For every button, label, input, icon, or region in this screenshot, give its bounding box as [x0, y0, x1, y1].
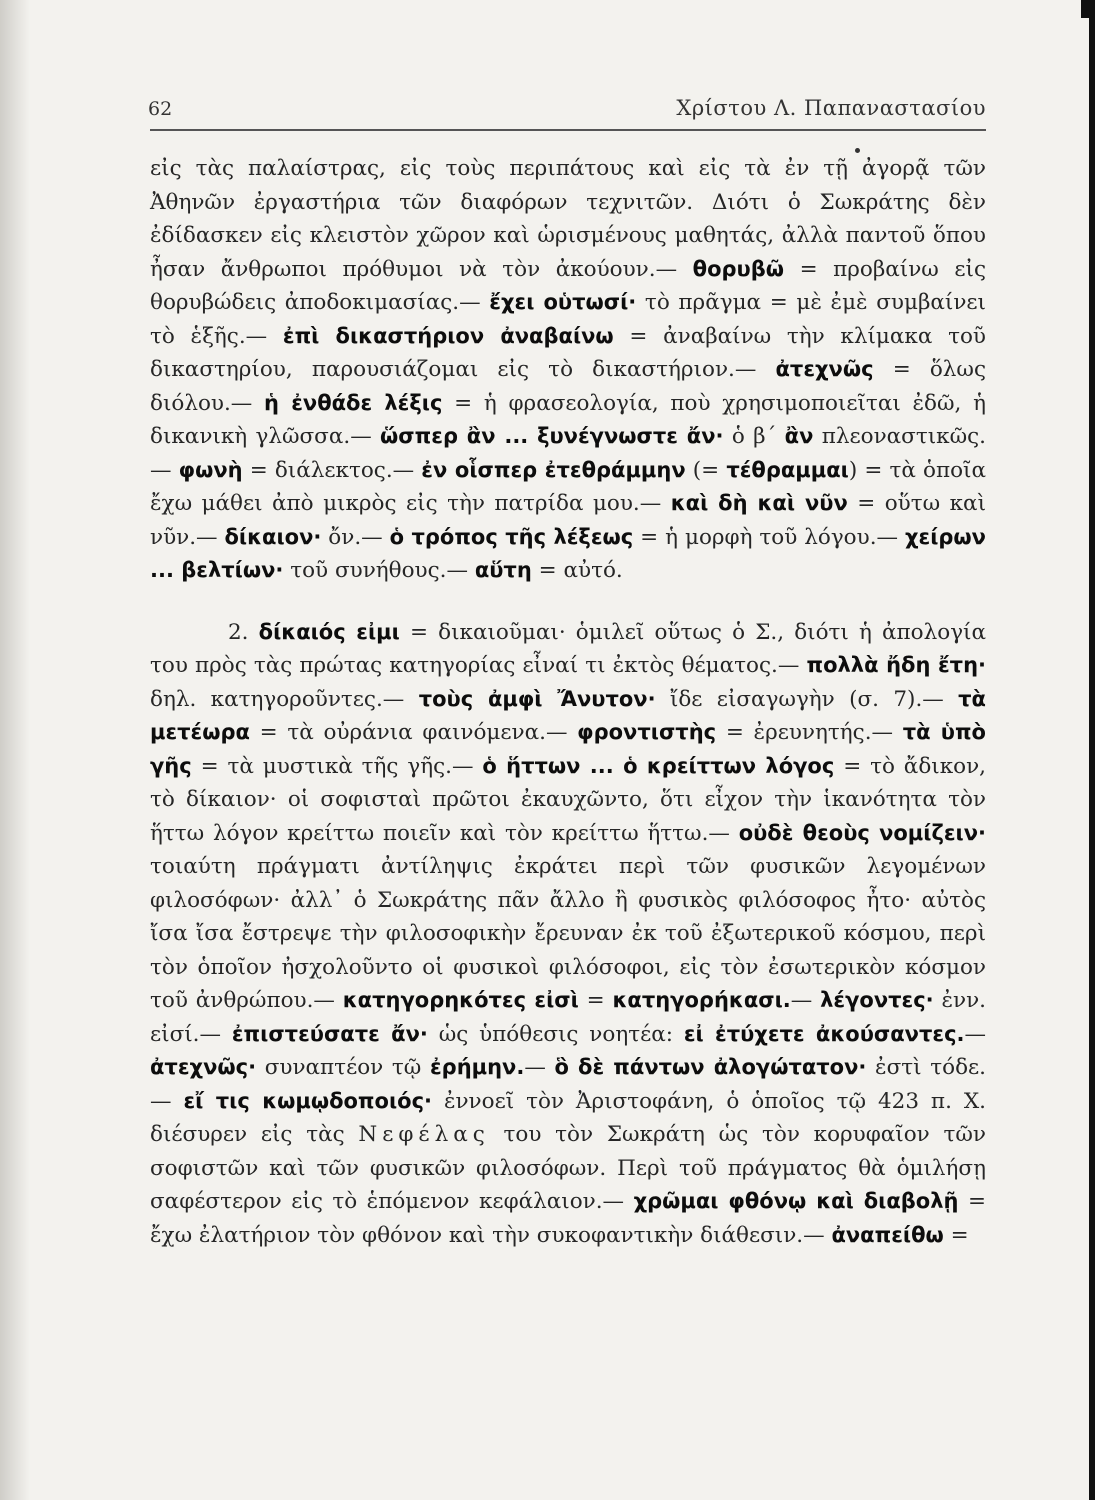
lemma-term: ὁ ἥττων ... ὁ κρείττων λόγος: [482, 753, 835, 778]
page-scan-left-shadow: [0, 0, 30, 1500]
lemma-term: κατηγορήκασι.: [612, 988, 791, 1012]
gloss-text: 2.: [228, 619, 259, 645]
gloss-text: —: [964, 1021, 986, 1047]
lemma-term: εἰ ἐτύχετε ἀκούσαντες.: [683, 1021, 965, 1046]
lemma-term: δίκαιον·: [224, 524, 322, 549]
gloss-text: = τὰ μυστικὰ τῆς γῆς.—: [191, 753, 483, 779]
lemma-term: ἐρήμην.: [429, 1055, 525, 1079]
gloss-text: = ἐρευνητής.—: [716, 720, 903, 745]
lemma-term: ἀτεχνῶς·: [150, 1055, 257, 1079]
page-header: [148, 96, 986, 128]
gloss-text: = τὸ ἄδικον, τὸ δίκαιον· οἱ σοφισταὶ πρῶτοι ἐκαυχῶντο, ὅτι εἶχον τὴν ἱκανότητα τὸν ἥττω λόγον κρείττω ποιεῖν καὶ τὸν κρείττω ἥττω.—: [150, 753, 986, 846]
lemma-term: τὰ ὑπὸ γῆς: [150, 720, 986, 778]
lemma-term: τέθραμμαι: [726, 457, 849, 482]
lemma-term: φροντιστὴς: [577, 720, 717, 744]
gloss-text: —: [524, 1055, 555, 1080]
gloss-text: τοῦ συνήθους.—: [283, 558, 475, 583]
gloss-text: = ἀναβαίνω τὴν κλίμακα τοῦ δικαστηρίου, παρουσιάζομαι εἰς τὸ δικαστήριον.—: [150, 323, 986, 382]
lemma-term: οὐδὲ θεοὺς νομίζειν·: [738, 820, 987, 845]
gloss-text: ἴδε εἰσαγωγὴν (σ. 7).—: [655, 686, 959, 712]
gloss-text: = αὐτό.: [531, 558, 623, 583]
lemma-term: ἀναπείθω: [831, 1222, 944, 1247]
lemma-term: ὃ δὲ πάντων ἀλογώτατον·: [554, 1055, 867, 1079]
running-title: Χρίστου Λ. Παπαναστασίου: [676, 96, 986, 120]
lemma-term: καὶ δὴ καὶ νῦν: [670, 491, 848, 515]
gloss-text: = διάλεκτος.—: [242, 457, 422, 483]
page-scan-right-edge: [1089, 0, 1095, 1500]
commentary-body: [150, 152, 986, 1252]
lemma-term: θορυβῶ: [692, 256, 785, 281]
gloss-text: δηλ. κατηγοροῦντες.—: [150, 686, 419, 712]
gloss-text: ) = τὰ ὁποῖα ἔχω μάθει ἀπὸ μικρὸς εἰς τὴν πατρίδα μου.—: [150, 457, 986, 516]
lemma-term: ὁ τρόπος τῆς λέξεως: [389, 524, 634, 549]
paragraph-first: [150, 152, 986, 588]
lemma-term: ἐπὶ δικαστήριον ἀναβαίνω: [282, 323, 614, 348]
gloss-text: = ἡ μορφὴ τοῦ λόγου.—: [633, 524, 905, 550]
gloss-text: τοιαύτη πράγματι ἀντίληψις ἐκράτει περὶ τῶν φυσικῶν λεγομένων φιλοσόφων· ἀλλ᾽ ὁ Σωκράτης πᾶν ἄλλο ἢ φυσικὸς φιλόσοφος ἦτο· αὐτὸς ἴσα ἴσα ἔστρεψε τὴν φιλοσοφικὴν ἔρευναν ἐκ τοῦ ἐξωτερικοῦ κόσμου, περὶ τὸν ὁποῖον ἠσχολοῦντο οἱ φυσικοὶ φιλόσοφοι, εἰς τὸν ἐσωτερικὸν κόσμον τοῦ ἀνθρώπου.—: [150, 854, 986, 1013]
gloss-text: = ὅλως διόλου.—: [150, 357, 986, 416]
lemma-term: τοὺς ἀμφὶ Ἄνυτον·: [418, 686, 656, 711]
lemma-term: ἀτεχνῶς: [775, 357, 874, 381]
lemma-term: εἴ τις κωμῳδοποιός·: [183, 1088, 432, 1113]
lemma-term: ἔχει οὑτωσί·: [489, 290, 637, 314]
lemma-term: ἡ ἐνθάδε λέξις: [264, 390, 443, 415]
gloss-text: ἐνν. εἰσί.—: [150, 988, 986, 1047]
page-number: 62: [148, 98, 173, 120]
header-rule: [150, 129, 986, 131]
lemma-term: ὥσπερ ἂν ... ξυνέγνωστε ἄν·: [380, 424, 724, 448]
gloss-text: ὁ β΄: [723, 424, 785, 449]
gloss-text: ἐννοεῖ τὸν Ἀριστοφάνη, ὁ ὁποῖος τῷ 423 π. Χ. διέσυρεν εἰς τὰς: [150, 1088, 986, 1147]
gloss-text: = προβαίνω εἰς θορυβώδεις ἀποδοκιμασίας.—: [150, 256, 986, 315]
gloss-text: = οὕτω καὶ νῦν.—: [150, 491, 986, 550]
gloss-text: συναπτέον τῷ: [256, 1055, 430, 1080]
lemma-term: αὕτη: [474, 558, 532, 582]
lemma-term: κατηγορηκότες εἰσὶ: [342, 988, 579, 1012]
lemma-term: ἂν: [784, 424, 814, 448]
gloss-text: ὡς ὑπόθεσις νοητέα:: [427, 1021, 684, 1047]
gloss-text: = ἡ φρασεολογία, ποὺ χρησιμοποιεῖται ἐδῶ, ἡ δικανικὴ γλῶσσα.—: [150, 390, 986, 449]
lemma-term: χείρων ... βελτίων·: [150, 524, 986, 582]
gloss-text: —: [790, 988, 821, 1013]
lemma-term: τὰ μετέωρα: [150, 686, 986, 744]
gloss-text: = δικαιοῦμαι· ὁμιλεῖ οὕτως ὁ Σ., διότι ἡ ἀπολογία του πρὸς τὰς πρώτας κατηγορίας εἶναί τι ἐκτὸς θέματος.—: [150, 619, 986, 678]
lemma-term: λέγοντες·: [820, 988, 934, 1012]
lemma-term: φωνὴ: [178, 457, 243, 482]
lemma-term: ἐν οἷσπερ ἐτεθράμμην: [421, 457, 686, 482]
gloss-text: =: [943, 1222, 969, 1248]
gloss-text: ὄν.—: [321, 524, 390, 550]
paragraph-second: [150, 616, 986, 1253]
scan-corner-mark: [1081, 0, 1095, 18]
gloss-text: πλεοναστικῶς.—: [150, 424, 987, 483]
gloss-text: (=: [685, 457, 727, 483]
gloss-text: εἰς τὰς παλαίστρας, εἰς τοὺς περιπάτους καὶ εἰς τὰ ἐν τῇ ἀγορᾷ τῶν Ἀθηνῶν ἐργαστήρια τῶν διαφόρων τεχνιτῶν. Διότι ὁ Σωκράτης δὲν ἐδίδασκεν εἰς κλειστὸν χῶρον καὶ ὡρισμένους μαθητάς, ἀλλὰ παντοῦ ὅπου ἦσαν ἄνθρωποι πρόθυμοι νὰ τὸν ἀκούουν.—: [150, 156, 986, 282]
gloss-text: ἐστὶ τόδε.—: [150, 1055, 986, 1114]
gloss-text: =: [578, 988, 613, 1013]
lemma-term: ἐπιστεύσατε ἄν·: [231, 1021, 428, 1046]
gloss-text: τὸ πρᾶγμα = μὲ ἐμὲ συμβαίνει τὸ ἑξῆς.—: [150, 290, 986, 349]
lemma-term: πολλὰ ἤδη ἔτη·: [806, 653, 987, 677]
gloss-text: = ἔχω ἐλατήριον τὸν φθόνον καὶ τὴν συκοφαντικὴν διάθεσιν.—: [150, 1189, 986, 1248]
gloss-text: του τὸν Σωκράτη ὡς τὸν κορυφαῖον τῶν σοφιστῶν καὶ τῶν φυσικῶν φιλοσόφων. Περὶ τοῦ πράγματος θὰ ὁμιλήσῃ σαφέστερον εἰς τὸ ἑπόμενον κεφάλαιον.—: [150, 1122, 986, 1214]
lemma-term: χρῶμαι φθόνῳ καὶ διαβολῇ: [633, 1189, 959, 1213]
spaced-title: Νεφέλας: [358, 1122, 490, 1147]
lemma-term: δίκαιός εἰμι: [258, 619, 400, 644]
gloss-text: = τὰ οὐράνια φαινόμενα.—: [249, 720, 578, 745]
